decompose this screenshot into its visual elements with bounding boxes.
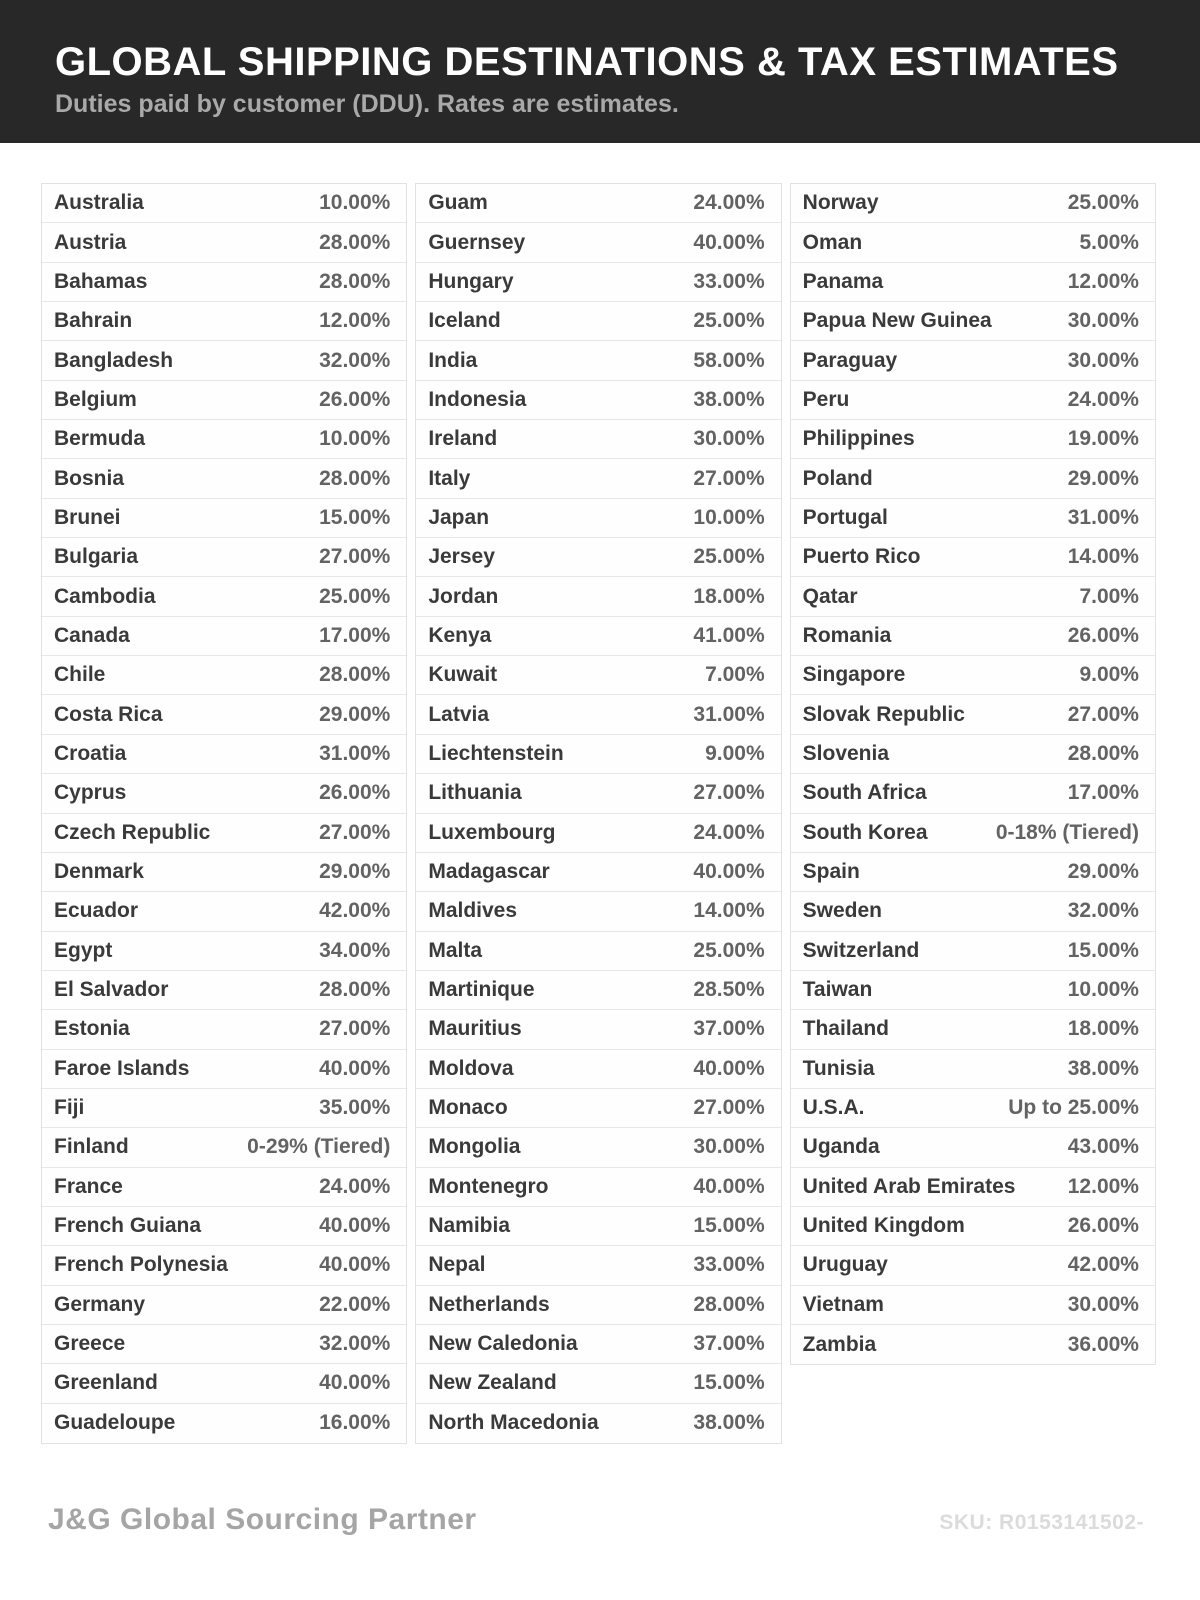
tax-rate: 25.00% — [319, 584, 391, 608]
table-row — [791, 1168, 1155, 1207]
table-row — [416, 263, 780, 302]
tax-rate: 40.00% — [693, 1174, 765, 1198]
table-row — [791, 1325, 1155, 1364]
country-name: Qatar — [802, 584, 858, 608]
country-name: Monaco — [428, 1096, 508, 1120]
table-row — [791, 577, 1155, 616]
table-row — [416, 223, 780, 262]
tax-rate: 24.00% — [319, 1174, 391, 1198]
table-row — [42, 420, 406, 459]
tax-rate: 7.00% — [705, 663, 765, 687]
table-row — [416, 971, 780, 1010]
country-name: Uruguay — [802, 1253, 888, 1277]
country-name: Puerto Rico — [802, 545, 921, 569]
table-row — [42, 538, 406, 577]
table-row — [42, 184, 406, 223]
country-name: Tunisia — [802, 1056, 875, 1080]
country-name: Bermuda — [54, 427, 146, 451]
tax-rate: 25.00% — [693, 545, 765, 569]
table-row — [42, 971, 406, 1010]
country-name: Australia — [54, 191, 144, 215]
country-name: Portugal — [802, 505, 888, 529]
country-name: Philippines — [802, 427, 915, 451]
country-name: Liechtenstein — [428, 741, 564, 765]
table-row — [416, 538, 780, 577]
country-name: Luxembourg — [428, 820, 556, 844]
table-row — [791, 1286, 1155, 1325]
tax-rate: 34.00% — [319, 938, 391, 962]
table-row — [791, 853, 1155, 892]
tax-rate: 58.00% — [693, 348, 765, 372]
tax-rate: 16.00% — [319, 1411, 391, 1435]
tax-rate: 40.00% — [319, 1371, 391, 1395]
tax-rate: 28.00% — [319, 663, 391, 687]
table-row — [791, 735, 1155, 774]
table-row — [791, 774, 1155, 813]
table-row — [416, 1050, 780, 1089]
table-row — [416, 735, 780, 774]
country-name: Netherlands — [428, 1292, 550, 1316]
country-name: Norway — [802, 191, 879, 215]
country-name: Finland — [54, 1135, 129, 1159]
tax-rate: 38.00% — [693, 1411, 765, 1435]
tax-rate: 7.00% — [1079, 584, 1139, 608]
header-banner — [0, 0, 1200, 143]
country-name: Greenland — [54, 1371, 158, 1395]
table-row — [42, 1286, 406, 1325]
country-name: Czech Republic — [54, 820, 211, 844]
table-row — [42, 499, 406, 538]
table-row — [42, 932, 406, 971]
tax-rate: 12.00% — [319, 309, 391, 333]
tax-rate: 31.00% — [1067, 505, 1139, 529]
country-name: Mongolia — [428, 1135, 521, 1159]
country-name: North Macedonia — [428, 1411, 599, 1435]
country-name: Indonesia — [428, 387, 527, 411]
tax-rate: 30.00% — [693, 427, 765, 451]
table-row — [42, 1168, 406, 1207]
tax-rate: 14.00% — [1067, 545, 1139, 569]
table-row — [416, 1286, 780, 1325]
country-name: Lithuania — [428, 781, 522, 805]
table-row — [42, 814, 406, 853]
country-name: Maldives — [428, 899, 518, 923]
tax-rate: 27.00% — [319, 1017, 391, 1041]
table-row — [791, 538, 1155, 577]
table-row — [416, 459, 780, 498]
country-name: Vietnam — [802, 1292, 884, 1316]
country-name: French Polynesia — [54, 1253, 228, 1277]
table-row — [416, 892, 780, 931]
table-row — [42, 1207, 406, 1246]
tax-rate: 27.00% — [1067, 702, 1139, 726]
tax-rate: 26.00% — [1067, 1214, 1139, 1238]
tax-rate: 27.00% — [693, 781, 765, 805]
tax-rate: 40.00% — [319, 1214, 391, 1238]
table-row — [791, 1128, 1155, 1167]
tax-rate: 30.00% — [1067, 1292, 1139, 1316]
country-name: Bahrain — [54, 309, 133, 333]
tax-rate: 10.00% — [1067, 978, 1139, 1002]
table-row — [791, 381, 1155, 420]
table-row — [42, 656, 406, 695]
rate-column-3 — [790, 183, 1156, 1365]
tax-rate: 17.00% — [319, 623, 391, 647]
table-row — [416, 695, 780, 734]
table-row — [791, 184, 1155, 223]
country-name: Papua New Guinea — [802, 309, 992, 333]
tax-rate: 25.00% — [1067, 191, 1139, 215]
tax-rate: 32.00% — [319, 1332, 391, 1356]
tax-rate: 30.00% — [1067, 309, 1139, 333]
tax-rate: 43.00% — [1067, 1135, 1139, 1159]
tax-rate: 27.00% — [693, 466, 765, 490]
country-name: El Salvador — [54, 978, 169, 1002]
table-row — [416, 341, 780, 380]
tax-rate: 12.00% — [1067, 1174, 1139, 1198]
country-name: U.S.A. — [802, 1096, 865, 1120]
tax-rate: 31.00% — [693, 702, 765, 726]
country-name: Costa Rica — [54, 702, 163, 726]
table-row — [791, 420, 1155, 459]
table-row — [416, 814, 780, 853]
rate-column-2 — [415, 183, 781, 1444]
table-row — [416, 932, 780, 971]
tax-rate: 28.00% — [693, 1292, 765, 1316]
table-row — [42, 341, 406, 380]
country-name: Moldova — [428, 1056, 514, 1080]
table-row — [42, 853, 406, 892]
table-row — [791, 302, 1155, 341]
country-name: Hungary — [428, 269, 514, 293]
tax-rate: 31.00% — [319, 741, 391, 765]
country-name: Oman — [802, 230, 863, 254]
tax-rate: 25.00% — [693, 309, 765, 333]
shipping-rates-table — [41, 183, 1156, 1444]
country-name: Bangladesh — [54, 348, 174, 372]
country-name: Jordan — [428, 584, 499, 608]
table-row — [791, 971, 1155, 1010]
country-name: New Zealand — [428, 1371, 557, 1395]
tax-rate: 27.00% — [319, 820, 391, 844]
country-name: Canada — [54, 623, 130, 647]
tax-rate: 24.00% — [693, 820, 765, 844]
tax-rate: 19.00% — [1067, 427, 1139, 451]
tax-rate: 25.00% — [693, 938, 765, 962]
country-name: Italy — [428, 466, 471, 490]
brand-name: J&G Global Sourcing Partner — [48, 1503, 477, 1536]
table-row — [42, 1364, 406, 1403]
tax-rate: 22.00% — [319, 1292, 391, 1316]
tax-rate: Up to 25.00% — [1008, 1096, 1139, 1120]
country-name: Cambodia — [54, 584, 156, 608]
tax-rate: 35.00% — [319, 1096, 391, 1120]
country-name: Ireland — [428, 427, 498, 451]
country-name: Latvia — [428, 702, 490, 726]
table-row — [791, 892, 1155, 931]
page-subtitle: Duties paid by customer (DDU). Rates are estimates. — [55, 90, 679, 118]
country-name: Ecuador — [54, 899, 139, 923]
country-name: Thailand — [802, 1017, 889, 1041]
country-name: Austria — [54, 230, 127, 254]
table-row — [791, 499, 1155, 538]
country-name: South Africa — [802, 781, 927, 805]
table-row — [791, 656, 1155, 695]
tax-rate: 40.00% — [693, 860, 765, 884]
tax-rate: 12.00% — [1067, 269, 1139, 293]
table-row — [42, 1325, 406, 1364]
table-row — [791, 1089, 1155, 1128]
tax-rate: 26.00% — [319, 781, 391, 805]
tax-rate: 15.00% — [693, 1214, 765, 1238]
country-name: Estonia — [54, 1017, 130, 1041]
tax-rate: 28.00% — [1067, 741, 1139, 765]
country-name: Taiwan — [802, 978, 873, 1002]
tax-rate: 27.00% — [693, 1096, 765, 1120]
table-row — [791, 1050, 1155, 1089]
table-row — [791, 617, 1155, 656]
tax-rate: 30.00% — [1067, 348, 1139, 372]
tax-rate: 29.00% — [1067, 466, 1139, 490]
tax-rate: 26.00% — [1067, 623, 1139, 647]
table-row — [416, 499, 780, 538]
rate-column-1 — [41, 183, 407, 1444]
table-row — [42, 263, 406, 302]
tax-rate: 9.00% — [1079, 663, 1139, 687]
country-name: Germany — [54, 1292, 146, 1316]
table-row — [416, 1168, 780, 1207]
table-row — [42, 1246, 406, 1285]
country-name: Egypt — [54, 938, 113, 962]
country-name: Chile — [54, 663, 106, 687]
tax-rate: 18.00% — [693, 584, 765, 608]
tax-rate: 9.00% — [705, 741, 765, 765]
country-name: Peru — [802, 387, 850, 411]
tax-rate: 42.00% — [319, 899, 391, 923]
country-name: Denmark — [54, 860, 144, 884]
country-name: Paraguay — [802, 348, 898, 372]
table-row — [416, 853, 780, 892]
tax-rate: 26.00% — [319, 387, 391, 411]
country-name: Singapore — [802, 663, 906, 687]
country-name: Malta — [428, 938, 483, 962]
table-row — [42, 735, 406, 774]
table-row — [791, 932, 1155, 971]
country-name: Spain — [802, 860, 860, 884]
table-row — [791, 1207, 1155, 1246]
country-name: United Arab Emirates — [802, 1174, 1016, 1198]
table-row — [416, 656, 780, 695]
country-name: Nepal — [428, 1253, 486, 1277]
tax-rate: 28.50% — [693, 978, 765, 1002]
tax-rate: 38.00% — [1067, 1056, 1139, 1080]
table-row — [791, 1246, 1155, 1285]
table-row — [791, 1010, 1155, 1049]
sku-label: SKU: R0153141502- — [939, 1511, 1144, 1534]
tax-rate: 42.00% — [1067, 1253, 1139, 1277]
table-row — [416, 1128, 780, 1167]
table-row — [42, 223, 406, 262]
table-row — [791, 695, 1155, 734]
country-name: Slovak Republic — [802, 702, 965, 726]
country-name: United Kingdom — [802, 1214, 965, 1238]
country-name: New Caledonia — [428, 1332, 578, 1356]
table-row — [42, 774, 406, 813]
country-name: Zambia — [802, 1332, 877, 1356]
table-row — [416, 577, 780, 616]
table-row — [42, 892, 406, 931]
country-name: Guernsey — [428, 230, 526, 254]
tax-rate: 32.00% — [1067, 899, 1139, 923]
tax-rate: 29.00% — [319, 860, 391, 884]
tax-rate: 38.00% — [693, 387, 765, 411]
table-row — [416, 184, 780, 223]
tax-rate: 37.00% — [693, 1017, 765, 1041]
tax-rate: 15.00% — [1067, 938, 1139, 962]
tax-rate: 17.00% — [1067, 781, 1139, 805]
country-name: Guam — [428, 191, 488, 215]
table-row — [416, 1246, 780, 1285]
footer — [48, 1503, 1144, 1537]
country-name: Panama — [802, 269, 884, 293]
country-name: Kenya — [428, 623, 492, 647]
country-name: Jersey — [428, 545, 495, 569]
country-name: Guadeloupe — [54, 1411, 176, 1435]
country-name: Mauritius — [428, 1017, 522, 1041]
country-name: Martinique — [428, 978, 535, 1002]
country-name: Faroe Islands — [54, 1056, 190, 1080]
table-row — [416, 1089, 780, 1128]
tax-rate: 36.00% — [1067, 1332, 1139, 1356]
table-row — [42, 1089, 406, 1128]
tax-rate: 41.00% — [693, 623, 765, 647]
table-row — [42, 1128, 406, 1167]
tax-rate: 40.00% — [693, 1056, 765, 1080]
country-name: Brunei — [54, 505, 121, 529]
tax-rate: 15.00% — [693, 1371, 765, 1395]
tax-rate: 27.00% — [319, 545, 391, 569]
table-row — [42, 302, 406, 341]
country-name: Sweden — [802, 899, 883, 923]
country-name: Japan — [428, 505, 490, 529]
country-name: Uganda — [802, 1135, 880, 1159]
tax-rate: 0-18% (Tiered) — [995, 820, 1139, 844]
table-row — [791, 459, 1155, 498]
tax-rate: 0-29% (Tiered) — [247, 1135, 391, 1159]
country-name: Croatia — [54, 741, 127, 765]
table-row — [791, 263, 1155, 302]
country-name: Bulgaria — [54, 545, 139, 569]
table-row — [416, 302, 780, 341]
table-row — [416, 420, 780, 459]
tax-rate: 28.00% — [319, 466, 391, 490]
tax-rate: 28.00% — [319, 230, 391, 254]
country-name: Bahamas — [54, 269, 148, 293]
table-row — [416, 1207, 780, 1246]
country-name: Kuwait — [428, 663, 498, 687]
table-row — [42, 459, 406, 498]
tax-rate: 32.00% — [319, 348, 391, 372]
country-name: Romania — [802, 623, 892, 647]
page-title: GLOBAL SHIPPING DESTINATIONS & TAX ESTIMATES — [55, 40, 1119, 84]
country-name: Namibia — [428, 1214, 511, 1238]
country-name: Montenegro — [428, 1174, 549, 1198]
country-name: French Guiana — [54, 1214, 202, 1238]
tax-rate: 40.00% — [319, 1056, 391, 1080]
table-row — [416, 381, 780, 420]
tax-rate: 37.00% — [693, 1332, 765, 1356]
tax-rate: 33.00% — [693, 269, 765, 293]
country-name: Iceland — [428, 309, 501, 333]
tax-rate: 14.00% — [693, 899, 765, 923]
country-name: Madagascar — [428, 860, 550, 884]
table-row — [791, 814, 1155, 853]
tax-rate: 29.00% — [1067, 860, 1139, 884]
country-name: South Korea — [802, 820, 928, 844]
table-row — [42, 1050, 406, 1089]
table-row — [791, 341, 1155, 380]
table-row — [42, 617, 406, 656]
tax-rate: 28.00% — [319, 269, 391, 293]
country-name: India — [428, 348, 478, 372]
country-name: Fiji — [54, 1096, 85, 1120]
tax-rate: 24.00% — [1067, 387, 1139, 411]
tax-rate: 5.00% — [1079, 230, 1139, 254]
country-name: Slovenia — [802, 741, 890, 765]
tax-rate: 10.00% — [319, 191, 391, 215]
tax-rate: 10.00% — [693, 505, 765, 529]
table-row — [416, 1364, 780, 1403]
table-row — [416, 617, 780, 656]
table-row — [42, 1010, 406, 1049]
table-row — [42, 577, 406, 616]
country-name: Greece — [54, 1332, 126, 1356]
table-row — [416, 774, 780, 813]
country-name: Cyprus — [54, 781, 127, 805]
tax-rate: 33.00% — [693, 1253, 765, 1277]
tax-rate: 24.00% — [693, 191, 765, 215]
table-row — [42, 1404, 406, 1443]
tax-rate: 15.00% — [319, 505, 391, 529]
tax-rate: 30.00% — [693, 1135, 765, 1159]
country-name: Poland — [802, 466, 873, 490]
country-name: France — [54, 1174, 123, 1198]
table-row — [416, 1325, 780, 1364]
country-name: Belgium — [54, 387, 137, 411]
table-row — [416, 1010, 780, 1049]
country-name: Bosnia — [54, 466, 125, 490]
table-row — [42, 695, 406, 734]
tax-rate: 28.00% — [319, 978, 391, 1002]
table-row — [791, 223, 1155, 262]
tax-rate: 29.00% — [319, 702, 391, 726]
tax-rate: 40.00% — [319, 1253, 391, 1277]
table-row — [416, 1404, 780, 1443]
tax-rate: 40.00% — [693, 230, 765, 254]
table-row — [42, 381, 406, 420]
tax-rate: 18.00% — [1067, 1017, 1139, 1041]
country-name: Switzerland — [802, 938, 920, 962]
tax-rate: 10.00% — [319, 427, 391, 451]
